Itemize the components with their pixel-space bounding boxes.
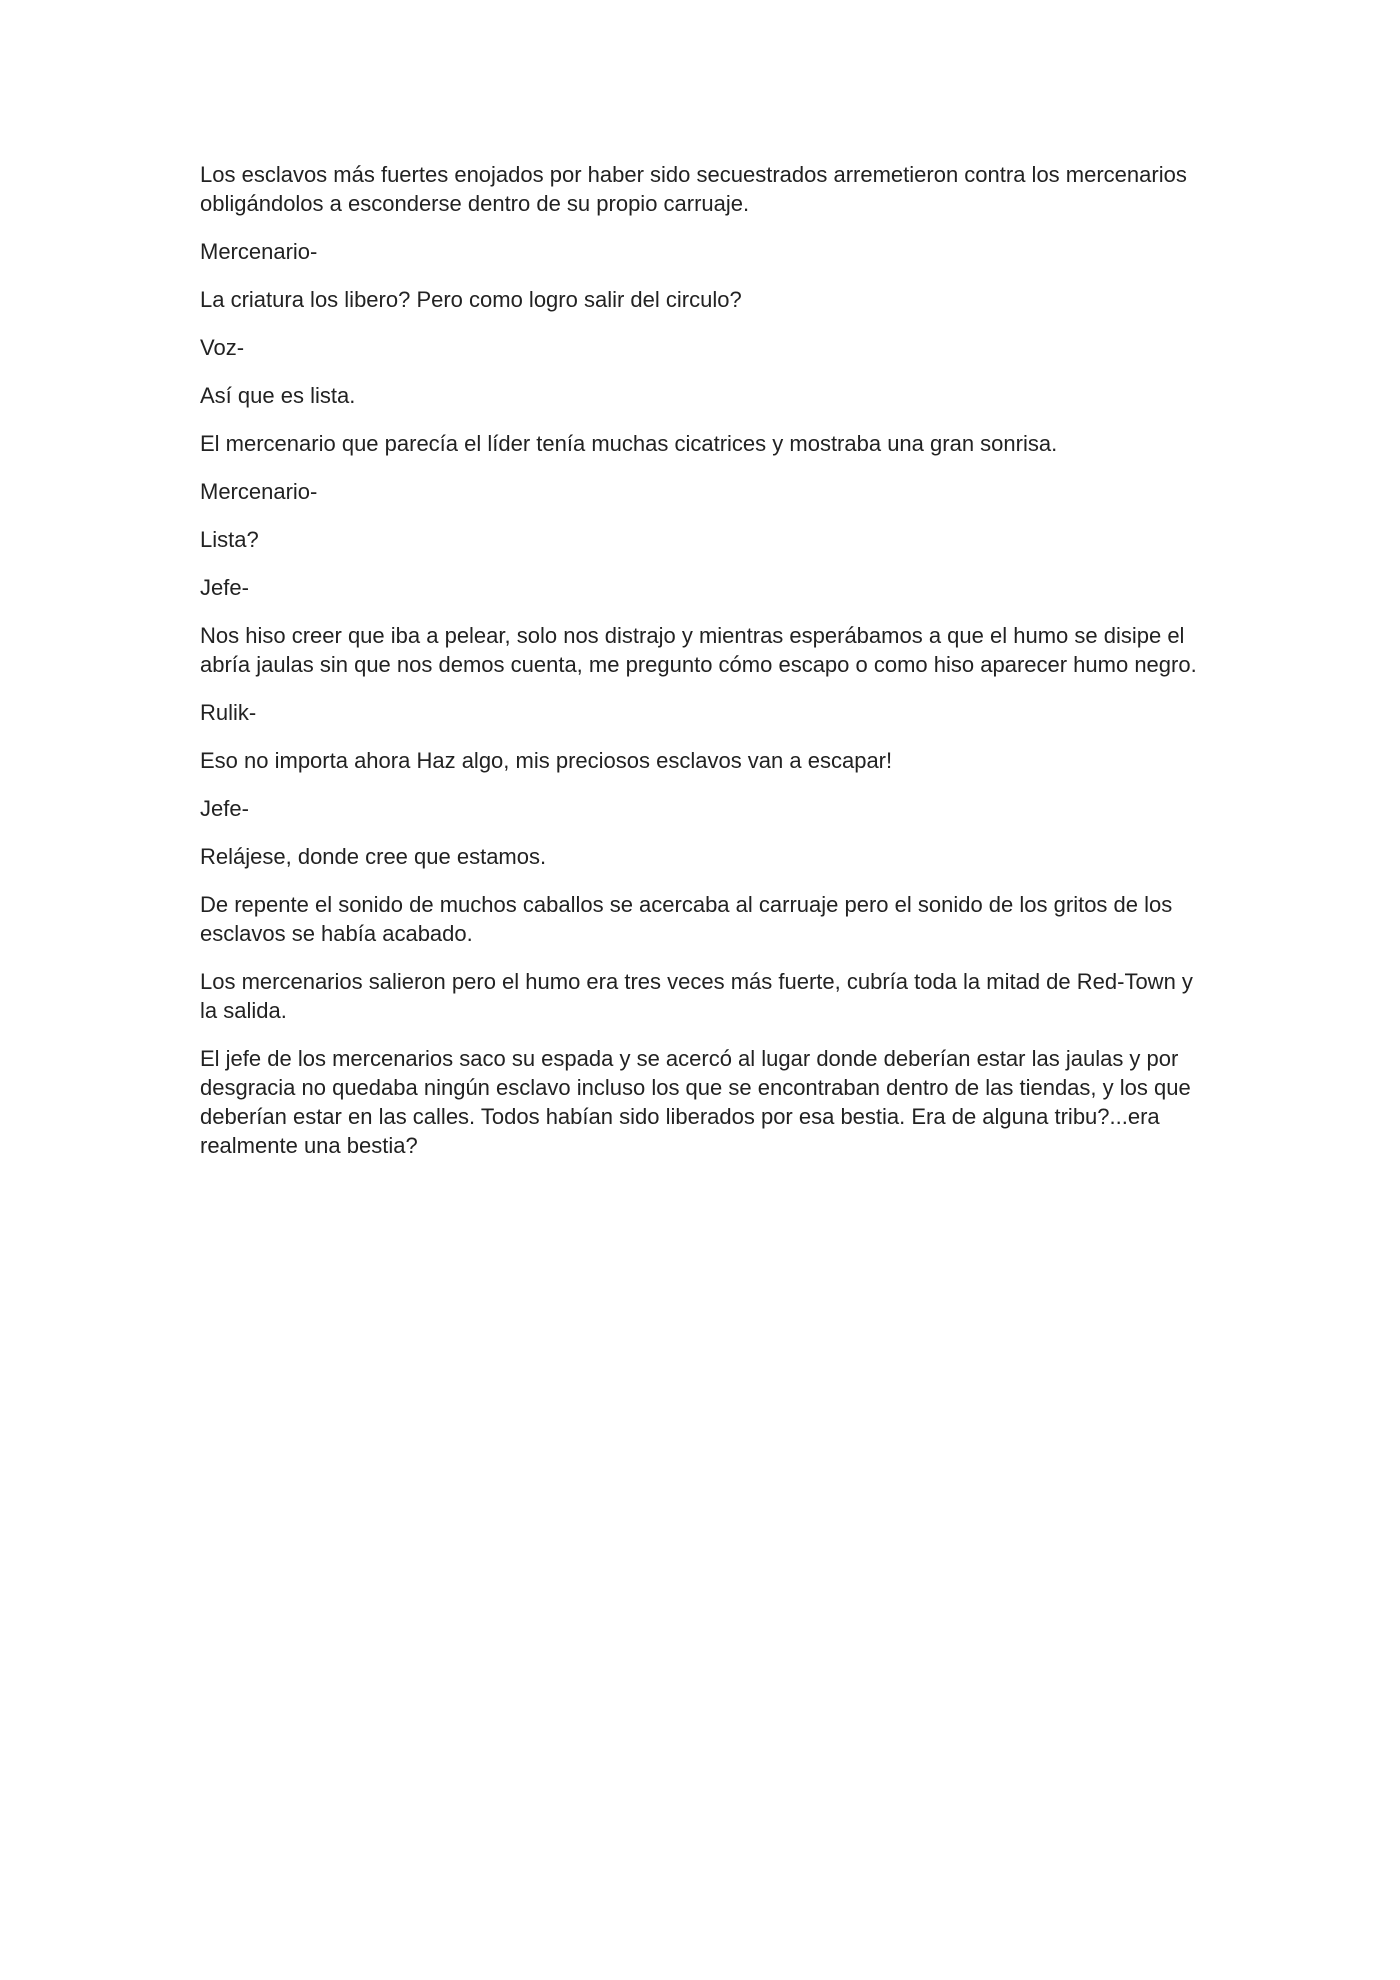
paragraph-dialogue: Lista?: [200, 527, 259, 552]
document-body: [200, 160, 1200, 1179]
paragraph-speaker: Mercenario-: [200, 479, 318, 504]
paragraph-speaker: Jefe-: [200, 796, 249, 821]
paragraph-dialogue: Eso no importa ahora Haz algo, mis preciosos esclavos van a escapar!: [200, 748, 893, 773]
paragraph-speaker: Rulik-: [200, 700, 257, 725]
paragraph-dialogue: Nos hiso creer que iba a pelear, solo nos distrajo y mientras esperábamos a que el humo se disipe el abría jaulas sin que nos demos cuenta, me pregunto cómo escapo o como hiso aparecer humo negro.: [200, 623, 1197, 677]
paragraph-narration: El jefe de los mercenarios saco su espada y se acercó al lugar donde deberían estar las jaulas y por desgracia no quedaba ningún esclavo incluso los que se encontraban dentro de las tiendas, y los que deberían estar en las calles. Todos habían sido liberados por esa bestia. Era de alguna tribu?...era realmente una bestia?: [200, 1046, 1191, 1158]
paragraph-speaker: Jefe-: [200, 575, 249, 600]
paragraph-dialogue: Relájese, donde cree que estamos.: [200, 844, 547, 869]
paragraph-narration: El mercenario que parecía el líder tenía muchas cicatrices y mostraba una gran sonrisa.: [200, 431, 1058, 456]
paragraph-dialogue: La criatura los libero? Pero como logro salir del circulo?: [200, 287, 742, 312]
paragraph-speaker: Mercenario-: [200, 239, 318, 264]
paragraph-narration: De repente el sonido de muchos caballos se acercaba al carruaje pero el sonido de los gritos de los esclavos se había acabado.: [200, 892, 1173, 946]
paragraph-narration: Los esclavos más fuertes enojados por haber sido secuestrados arremetieron contra los mercenarios obligándolos a esconderse dentro de su propio carruaje.: [200, 162, 1187, 216]
paragraph-dialogue: Así que es lista.: [200, 383, 356, 408]
paragraph-speaker: Voz-: [200, 335, 245, 360]
paragraph-narration: Los mercenarios salieron pero el humo era tres veces más fuerte, cubría toda la mitad de Red-Town y la salida.: [200, 969, 1193, 1023]
